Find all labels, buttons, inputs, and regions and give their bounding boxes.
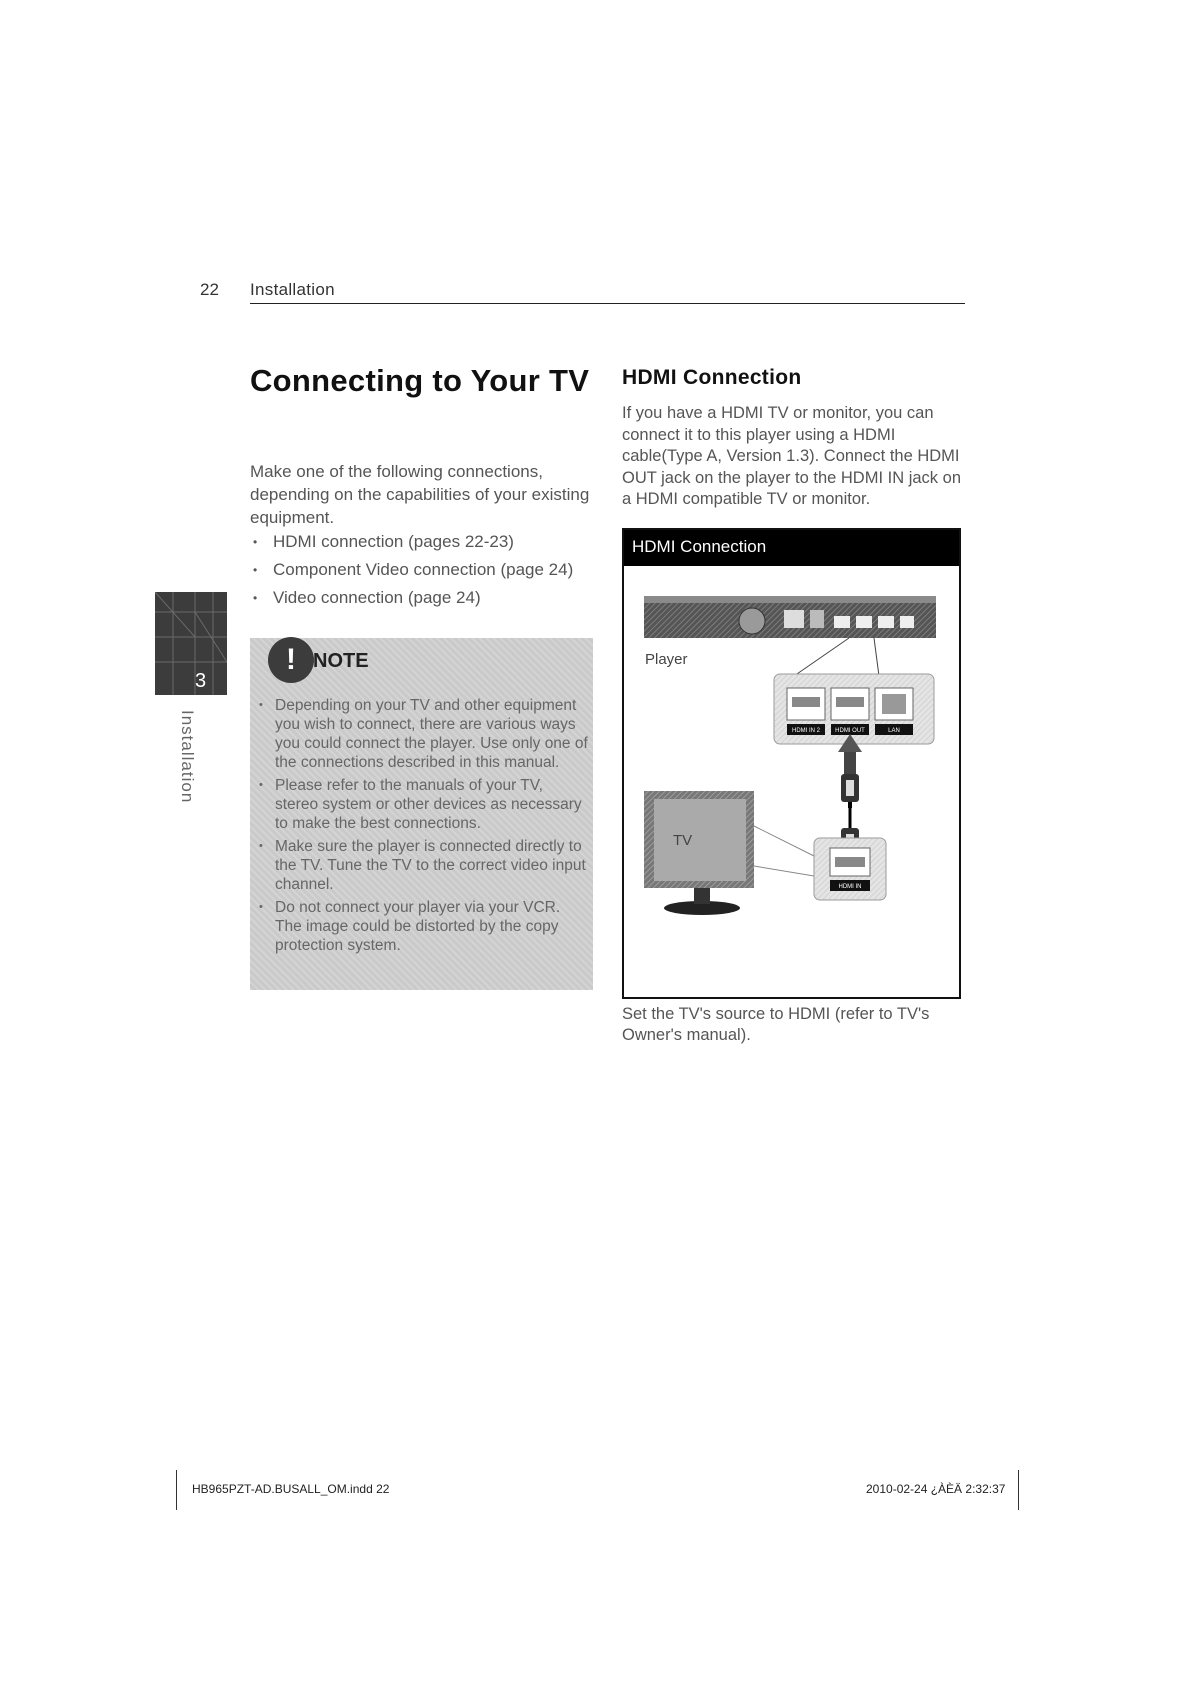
player-device [644, 596, 936, 638]
figure-title: HDMI Connection [632, 537, 767, 556]
note-list [258, 696, 588, 959]
tv-device [644, 791, 754, 915]
footer-filename: HB965PZT-AD.BUSALL_OM.indd 22 [192, 1482, 390, 1496]
chapter-label: Installation [178, 710, 197, 804]
port-label: HDMI OUT [835, 728, 865, 734]
note-item: • Do not connect your player via your VCR. The image could be distorted by the copy protection system. [258, 898, 588, 955]
port-label: HDMI IN 2 [791, 728, 821, 734]
tv-label: TV [673, 832, 693, 849]
page-title: Connecting to Your TV [250, 363, 590, 398]
hdmi-paragraph: If you have a HDMI TV or monitor, you can connect it to this player using a HDMI cable(Type A, Version 1.3). Connect the HDMI OUT jack on the player to the HDMI IN jack on a HDMI compatible TV or monitor. [622, 404, 961, 508]
note-label: NOTE [313, 650, 369, 672]
list-item: • Component Video connection (page 24) [250, 558, 595, 586]
port-label: HDMI IN [838, 884, 862, 890]
player-label: Player [645, 651, 688, 668]
section-title: Installation [250, 280, 335, 299]
port-label: LAN [888, 728, 900, 734]
footer-timestamp: 2010-02-24 ¿ÀÈÄ 2:32:37 [866, 1482, 1006, 1496]
list-item: • Video connection (page 24) [250, 586, 595, 614]
page-number: 22 [200, 280, 219, 299]
connection-list [250, 530, 595, 614]
hdmi-heading: HDMI Connection [622, 366, 802, 389]
intro-paragraph: Make one of the following connections, depending on the capabilities of your existing equipment. [250, 462, 590, 527]
footer-divider [176, 1470, 177, 1510]
connection-diagram [624, 566, 959, 997]
figure-caption: Set the TV's source to HDMI (refer to TV's Owner's manual). [622, 1005, 930, 1044]
note-item: • Make sure the player is connected directly to the TV. Tune the TV to the correct video input channel. [258, 837, 588, 894]
tab-pattern [155, 592, 227, 695]
exclamation-icon: ! [268, 637, 314, 683]
footer-divider [1018, 1470, 1019, 1510]
note-item: • Please refer to the manuals of your TV, stereo system or other devices as necessary to make the best connections. [258, 776, 588, 833]
tv-port-callout [814, 838, 886, 900]
chapter-tab-icon [155, 592, 227, 695]
list-item: • HDMI connection (pages 22-23) [250, 530, 595, 558]
chapter-number: 3 [195, 670, 207, 692]
header-divider [250, 303, 965, 304]
note-item: • Depending on your TV and other equipment you wish to connect, there are various ways you could connect the player. Use only one of the connections described in this manual. [258, 696, 588, 772]
